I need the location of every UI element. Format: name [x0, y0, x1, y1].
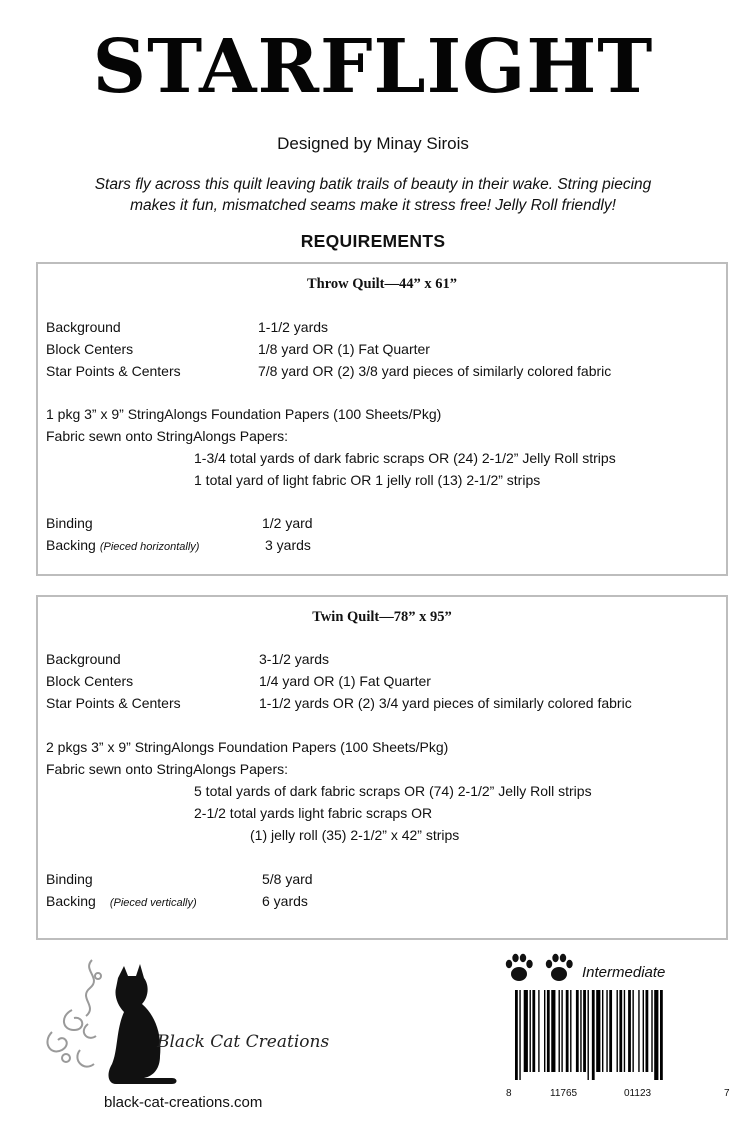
intro-line: makes it fun, mismatched seams make it stress free! Jelly Roll friendly! — [130, 197, 616, 214]
barcode-bar — [580, 990, 581, 1072]
twin-quilt-box — [36, 595, 728, 940]
fabric-value: 1/8 yard OR (1) Fat Quarter — [258, 341, 430, 357]
barcode-bar — [570, 990, 571, 1072]
barcode-bar — [538, 990, 539, 1072]
backing-note: (Pieced vertically) — [109, 897, 197, 909]
sewn-label: Fabric sewn onto StringAlongs Papers: — [46, 761, 289, 777]
sewn-label: Fabric sewn onto StringAlongs Papers: — [46, 428, 289, 444]
fabric-label: Background — [46, 319, 121, 335]
cat-logo-icon — [32, 950, 182, 1090]
paw-icon — [546, 954, 573, 981]
throw-quilt-title: Throw Quilt—44” x 61” — [307, 276, 457, 292]
designer-credit: Designed by Minay Sirois — [277, 134, 469, 153]
barcode-bar — [559, 990, 560, 1072]
binding-label: Binding — [46, 515, 93, 531]
binding-label: Binding — [46, 871, 93, 887]
backing-label: Backing — [46, 537, 96, 553]
barcode-bar — [566, 990, 569, 1072]
twin-quilt-title: Twin Quilt—78” x 95” — [312, 609, 452, 625]
barcode-bar — [515, 990, 518, 1080]
barcode-bar — [544, 990, 545, 1072]
barcode-bar — [551, 990, 555, 1072]
fabric-label: Background — [46, 651, 121, 667]
fabric-value: 1-1/2 yards — [258, 319, 329, 335]
barcode-bar — [524, 990, 528, 1072]
sewn-item: 5 total yards of dark fabric scraps OR (74) 2-1/2” Jelly Roll strips — [194, 783, 592, 799]
barcode-icon — [513, 990, 723, 1080]
backing-label-group — [46, 892, 197, 912]
page-title-text: STARFLIGHT — [92, 24, 654, 110]
fabric-value: 1-1/2 yards OR (2) 3/4 yard pieces of similarly colored fabric — [259, 695, 632, 711]
barcode-bar — [583, 990, 586, 1072]
barcode-bar — [532, 990, 535, 1072]
barcode-bar — [646, 990, 649, 1072]
page-title — [0, 22, 746, 112]
intro-text — [20, 174, 726, 216]
barcode-bar — [547, 990, 550, 1072]
barcode-bar — [660, 990, 663, 1080]
fabric-label: Block Centers — [46, 341, 134, 357]
barcode-bar — [592, 990, 595, 1080]
barcode-bar — [617, 990, 618, 1072]
sewn-item: (1) jelly roll (35) 2-1/2” x 42” strips — [250, 827, 460, 843]
intro-line: Stars fly across this quilt leaving batik trails of beauty in their wake. String piecing — [94, 176, 652, 193]
barcode-digit: 11765 — [550, 1088, 578, 1099]
website-url: black-cat-creations.com — [104, 1094, 263, 1111]
requirements-heading: REQUIREMENTS — [300, 231, 446, 251]
barcode-bar — [576, 990, 579, 1072]
papers-line: 1 pkg 3” x 9” StringAlongs Foundation Papers (100 Sheets/Pkg) — [46, 406, 442, 422]
barcode-bar — [651, 990, 652, 1072]
fabric-value: 3-1/2 yards — [259, 651, 330, 667]
barcode-bar — [561, 990, 562, 1072]
barcode-digit: 01123 — [624, 1088, 652, 1099]
brand-name: Black Cat Creations — [157, 1032, 330, 1052]
barcode-bar — [638, 990, 639, 1072]
backing-value: 3 yards — [265, 537, 311, 553]
throw-quilt-box — [36, 262, 728, 576]
barcode-bar — [654, 990, 658, 1080]
sewn-item: 1-3/4 total yards of dark fabric scraps OR (24) 2-1/2” Jelly Roll strips — [194, 450, 616, 466]
barcode-bar — [624, 990, 625, 1072]
barcode-bar — [519, 990, 520, 1080]
sewn-item: 2-1/2 total yards light fabric scraps OR — [194, 805, 433, 821]
fabric-label: Block Centers — [46, 673, 134, 689]
barcode-bar — [643, 990, 644, 1072]
barcode-digit: 7 — [724, 1088, 730, 1099]
papers-line: 2 pkgs 3” x 9” StringAlongs Foundation Papers (100 Sheets/Pkg) — [46, 739, 449, 755]
backing-note: (Pieced horizontally) — [99, 541, 200, 553]
barcode-bar — [606, 990, 607, 1072]
barcode-bar — [619, 990, 622, 1072]
skill-paws — [503, 952, 583, 984]
barcode-digit: 8 — [506, 1088, 512, 1099]
fabric-label: Star Points & Centers — [46, 695, 181, 711]
backing-value: 6 yards — [262, 893, 308, 909]
skill-level: Intermediate — [582, 964, 666, 981]
fabric-value: 7/8 yard OR (2) 3/8 yard pieces of similarly colored fabric — [258, 363, 612, 379]
fabric-label: Star Points & Centers — [46, 363, 181, 379]
binding-value: 1/2 yard — [262, 515, 313, 531]
backing-label-group — [46, 536, 199, 556]
barcode-bar — [632, 990, 633, 1072]
paw-icon — [506, 954, 533, 981]
fabric-value: 1/4 yard OR (1) Fat Quarter — [259, 673, 431, 689]
backing-label: Backing — [46, 893, 96, 909]
barcode-bar — [588, 990, 589, 1080]
barcode-bar — [596, 990, 600, 1072]
barcode-bar — [602, 990, 603, 1072]
barcode-bar — [609, 990, 612, 1072]
binding-value: 5/8 yard — [262, 871, 313, 887]
barcode-bar — [530, 990, 531, 1072]
barcode-bar — [628, 990, 631, 1072]
sewn-item: 1 total yard of light fabric OR 1 jelly roll (13) 2-1/2” strips — [194, 472, 541, 488]
